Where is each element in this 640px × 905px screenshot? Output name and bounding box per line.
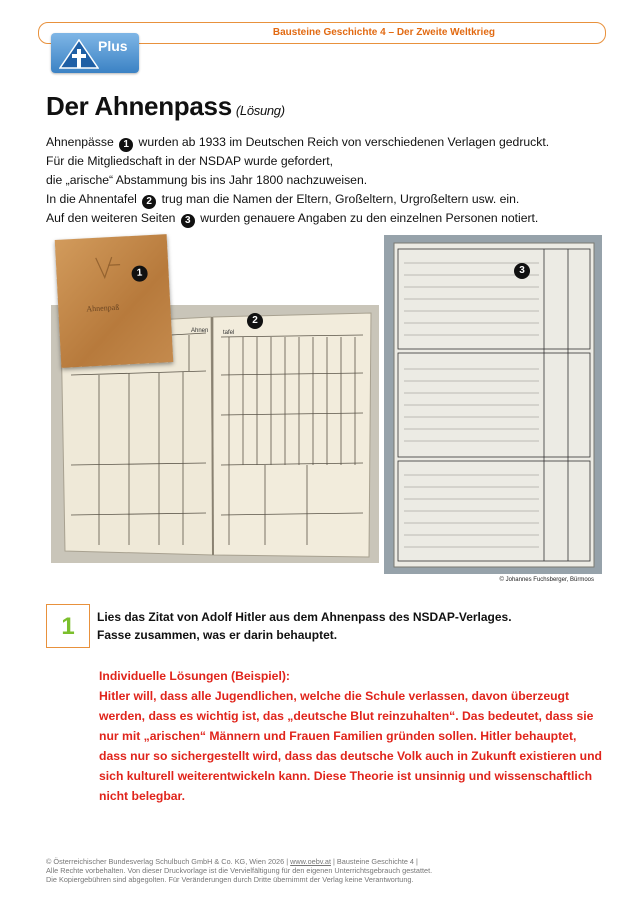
solution-line: nicht belegbar.	[99, 789, 186, 803]
solution-line: Hitler will, dass alle Jugendlichen, welche die Schule verlassen, davon überzeugt	[99, 689, 570, 703]
passport-cover-image	[55, 234, 174, 368]
intro-text: wurden genauere Angaben zu den einzelnen Personen notiert.	[200, 211, 539, 225]
intro-line	[46, 190, 606, 209]
intro-line: die „arische“ Abstammung bis ins Jahr 1800 nachzuweisen.	[46, 173, 368, 187]
number-badge-3-figure: 3	[514, 263, 530, 279]
task-instructions	[97, 608, 512, 644]
cover-label: Ahnenpaß	[86, 302, 120, 314]
solution-line: dass nur so sichergestellt wird, dass das deutsche Volk auch in Zukunft existieren und	[99, 749, 602, 763]
intro-line: Für die Mitgliedschaft in der NSDAP wurde gefordert,	[46, 154, 333, 168]
number-badge-3: 3	[181, 214, 195, 228]
page-title-sub: (Lösung)	[235, 103, 285, 118]
number-badge-2: 2	[142, 195, 156, 209]
task-line: Fasse zusammen, was er darin behauptet.	[97, 628, 338, 642]
solution-line: Individuelle Lösungen (Beispiel):	[99, 669, 290, 683]
footer-text: © Österreichischer Bundesverlag Schulbuch GmbH & Co. KG, Wien 2026 |	[46, 857, 289, 866]
triangle-logo-icon	[59, 39, 99, 69]
header-title: Bausteine Geschichte 4 – Der Zweite Weltkrieg	[272, 27, 495, 38]
photo-copyright: © Johannes Fuchsberger, Bürmoos	[499, 577, 594, 583]
task-number-box	[46, 604, 90, 648]
solution-line: nur mit „arischen“ Männern und Frauen Familien gründen sollen. Hitler behauptet,	[99, 729, 577, 743]
number-badge-1: 1	[119, 138, 133, 152]
passport-cover-photo	[55, 234, 174, 368]
footer-line: Alle Rechte vorbehalten. Von dieser Druckvorlage ist die Vervielfältigung für den eigenen Unterrichtsgebrauch gestattet.	[46, 866, 433, 875]
page-title-main: Der Ahnenpass	[46, 91, 232, 121]
intro-text: Ahnenpässe	[46, 135, 114, 149]
intro-paragraph	[46, 133, 606, 228]
footer-text: | Bausteine Geschichte 4 |	[333, 857, 418, 866]
number-badge-2-figure: 2	[247, 313, 263, 329]
intro-line	[46, 133, 606, 152]
footer-line	[46, 857, 432, 866]
intro-text: wurden ab 1933 im Deutschen Reich von verschiedenen Verlagen gedruckt.	[138, 135, 550, 149]
footer-line: Die Kopiergebühren sind abgegolten. Für Veränderungen durch Dritte übernimmt der Verlag keine Verantwortung.	[46, 875, 414, 884]
solution-line: sich kulturell weiterentwickeln kann. Diese Theorie ist unsinnig und wissenschaftlich	[99, 769, 593, 783]
number-badge-1-figure: 1	[131, 265, 148, 282]
footer	[46, 857, 432, 884]
intro-line	[46, 209, 606, 228]
task-line: Lies das Zitat von Adolf Hitler aus dem Ahnenpass des NSDAP-Verlages.	[97, 610, 512, 624]
intro-text: Auf den weiteren Seiten	[46, 211, 176, 225]
intro-text: trug man die Namen der Eltern, Großeltern, Urgroßeltern usw. ein.	[161, 192, 520, 206]
detail-page-photo	[384, 235, 602, 574]
tafel-label: tafel	[223, 330, 235, 336]
solution-line: werden, dass es wichtig ist, das „deutsche Blut reinzuhalten“. Das bedeutet, dass sie	[99, 709, 594, 723]
publisher-link[interactable]: www.oebv.at	[290, 857, 331, 866]
intro-text: In die Ahnentafel	[46, 192, 137, 206]
detail-page-image	[384, 235, 602, 574]
plus-logo	[51, 33, 139, 73]
ahnen-label: Ahnen	[191, 328, 209, 334]
task-number: 1	[61, 613, 75, 640]
page-title	[46, 91, 285, 122]
solution-text	[99, 666, 602, 806]
logo-text: Plus	[98, 38, 128, 54]
